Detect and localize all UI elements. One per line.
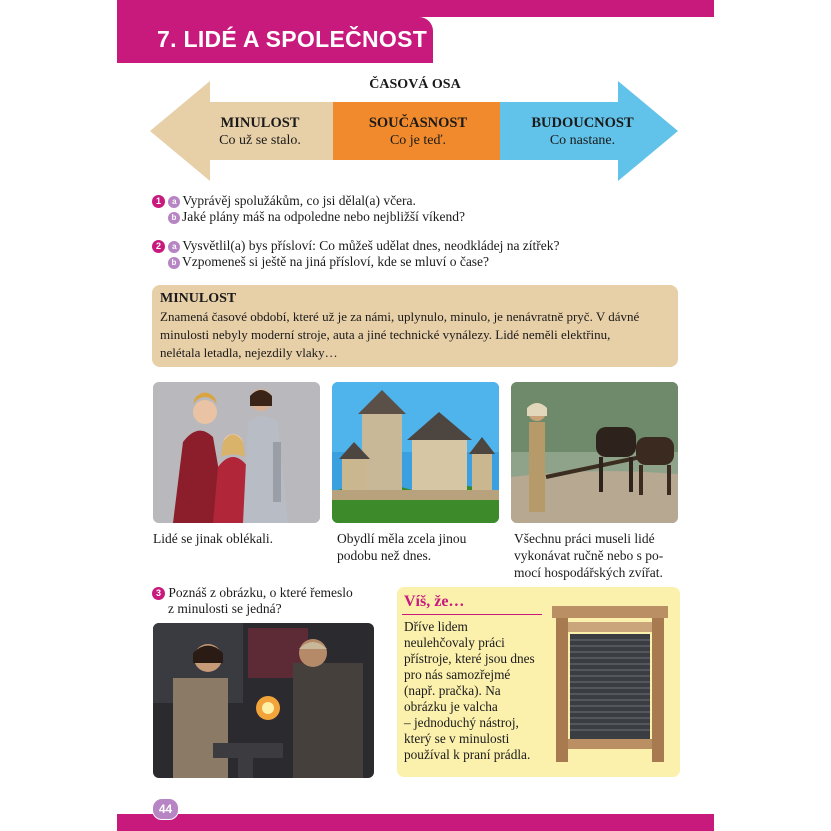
task-number-badge: 2 bbox=[152, 240, 165, 253]
caption-line: Všechnu práci museli lidé bbox=[514, 531, 655, 546]
washboard-image bbox=[552, 606, 668, 762]
task-number-badge: 3 bbox=[152, 587, 165, 600]
timeline-future bbox=[515, 115, 650, 149]
task-3 bbox=[152, 585, 353, 617]
timeline-present bbox=[338, 115, 498, 149]
photo-caption bbox=[337, 530, 466, 564]
photo-castle bbox=[332, 382, 499, 523]
know-line: neulehčovaly práci bbox=[404, 635, 505, 650]
caption-line: Lidé se jinak oblékali. bbox=[153, 531, 273, 546]
past-info-line: minulosti nebyly moderní stroje, auta a jiné technické vynálezy. Lidé neměli elektřinu, bbox=[160, 327, 611, 342]
photo-caption bbox=[153, 530, 273, 547]
page-number: 44 bbox=[152, 798, 179, 820]
photo-plough bbox=[511, 382, 678, 523]
task-1 bbox=[152, 193, 465, 225]
past-info-text bbox=[160, 308, 672, 362]
caption-line: mocí hospodářských zvířat. bbox=[514, 565, 663, 580]
know-line: přístroje, které jsou dnes bbox=[404, 651, 535, 666]
task-2 bbox=[152, 238, 560, 270]
task-3-text: Poznáš z obrázku, o které řemeslo bbox=[168, 585, 353, 600]
timeline-past bbox=[205, 115, 315, 149]
bottom-color-strip bbox=[117, 814, 714, 831]
did-you-know-underline bbox=[402, 614, 542, 615]
photo-blacksmith bbox=[153, 623, 374, 778]
timeline-future-label: BUDOUCNOST bbox=[531, 115, 634, 131]
caption-line: Obydlí měla zcela jinou bbox=[337, 531, 467, 546]
did-you-know-heading: Víš, že… bbox=[404, 593, 465, 610]
task-2a-text: Vysvětlil(a) bys přísloví: Co můžeš udělat dnes, neodkládej na zítřek? bbox=[182, 238, 560, 253]
caption-line: vykonávat ručně nebo s po- bbox=[514, 548, 664, 563]
know-line: Dříve lidem bbox=[404, 619, 468, 634]
subtask-badge: b bbox=[168, 257, 180, 269]
know-line: používal k praní prádla. bbox=[404, 747, 531, 762]
did-you-know-text bbox=[404, 619, 540, 763]
past-info-line: Znamená časové období, které už je za námi, uplynulo, minulo, je nenávratně pryč. V dávné bbox=[160, 309, 640, 324]
subtask-badge: b bbox=[168, 212, 180, 224]
know-line: pro nás samozřejmé bbox=[404, 667, 511, 682]
know-line: (např. pračka). Na bbox=[404, 683, 501, 698]
know-line: který se v minulosti bbox=[404, 731, 510, 746]
top-color-strip bbox=[117, 0, 714, 17]
task-1a-text: Vyprávěj spolužákům, co jsi dělal(a) včera. bbox=[182, 193, 416, 208]
past-info-heading: MINULOST bbox=[160, 291, 237, 306]
subtask-badge: a bbox=[168, 196, 180, 208]
caption-line: podobu než dnes. bbox=[337, 548, 432, 563]
task-1b-text: Jaké plány máš na odpoledne nebo nejbližší víkend? bbox=[182, 209, 466, 224]
timeline-past-desc: Co už se stalo. bbox=[219, 133, 301, 148]
past-info-line: nelétala letadla, nejezdily vlaky… bbox=[160, 345, 338, 360]
subtask-badge: a bbox=[168, 241, 180, 253]
timeline-present-desc: Co je teď. bbox=[389, 133, 447, 148]
know-line: – jednoduchý nástroj, bbox=[404, 715, 519, 730]
timeline-present-label: SOUČASNOST bbox=[368, 115, 468, 131]
timeline-title: ČASOVÁ OSA bbox=[369, 77, 461, 92]
timeline-future-desc: Co nastane. bbox=[549, 133, 616, 148]
task-2b-text: Vzpomeneš si ještě na jiná přísloví, kde se mluví o čase? bbox=[182, 254, 490, 269]
photo-caption bbox=[514, 530, 663, 581]
chapter-title: 7. LIDÉ A SPOLEČNOST bbox=[157, 26, 428, 52]
photo-royal-couple bbox=[153, 382, 320, 523]
timeline-past-label: MINULOST bbox=[220, 115, 300, 131]
know-line: obrázku je valcha bbox=[404, 699, 498, 714]
task-number-badge: 1 bbox=[152, 195, 165, 208]
task-3-text-2: z minulosti se jedná? bbox=[168, 601, 282, 616]
